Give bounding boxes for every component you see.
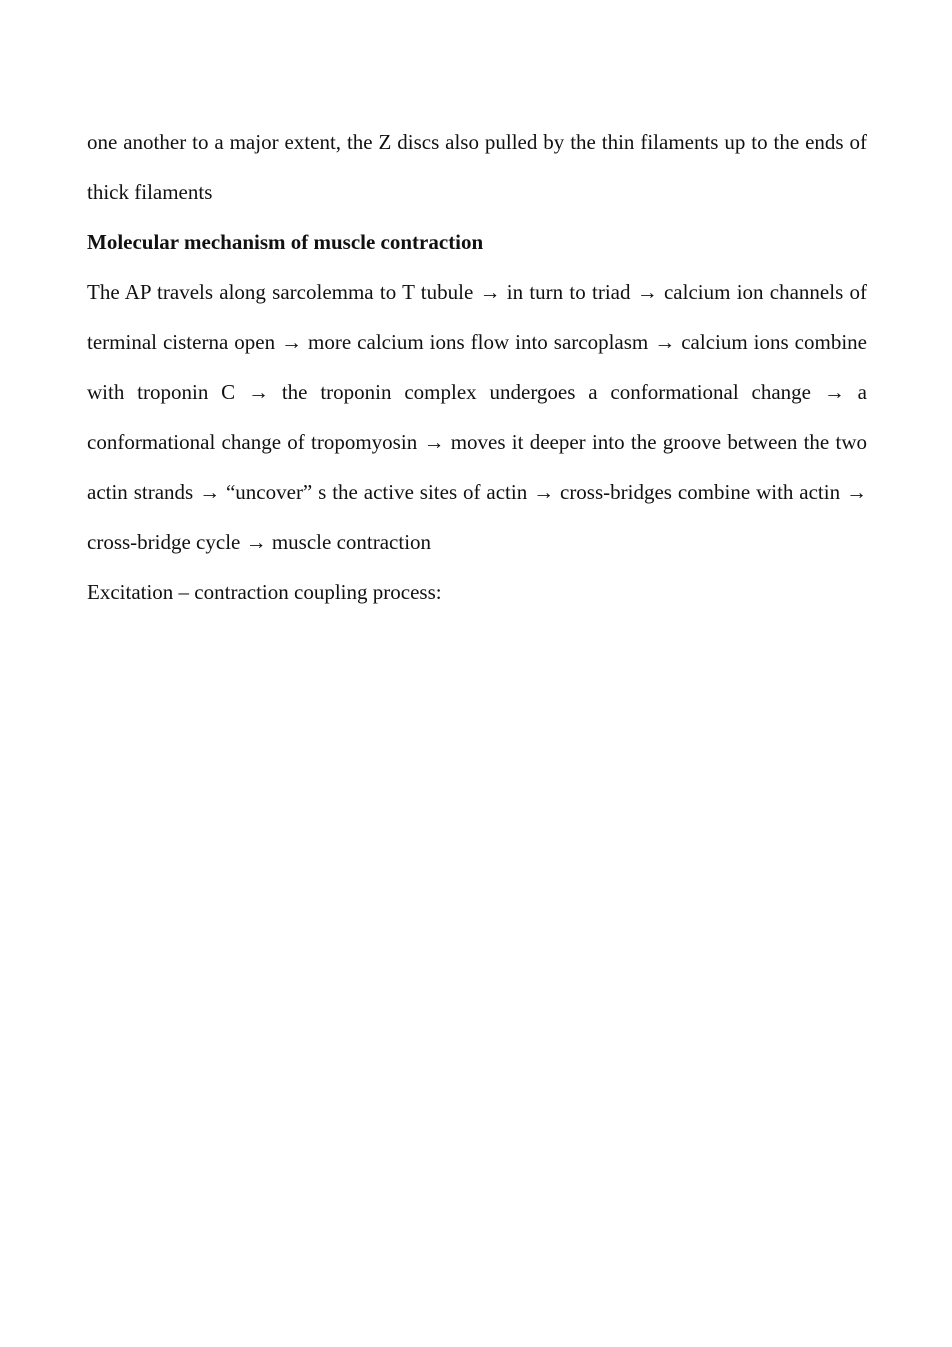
coupling-process-paragraph: Excitation – contraction coupling process: [87,580,442,604]
section-heading: Molecular mechanism of muscle contraction [87,230,484,254]
mechanism-paragraph: The AP travels along sarcolemma to T tubule → in turn to triad → calcium ion channels of terminal cisterna open → more calcium ions flow into sarcoplasm → calcium ions combine with troponin C → the troponin complex undergoes a conformational change → a conformational change of tropomyosin → moves it deeper into the groove between the two actin strands → “uncover” s the active sites of actin → cross-bridges combine with actin → cross-bridge cycle → muscle contraction [87,280,867,554]
document-body [87,117,867,617]
continued-paragraph: one another to a major extent, the Z discs also pulled by the thin filaments up to the ends of thick filaments [87,130,867,204]
